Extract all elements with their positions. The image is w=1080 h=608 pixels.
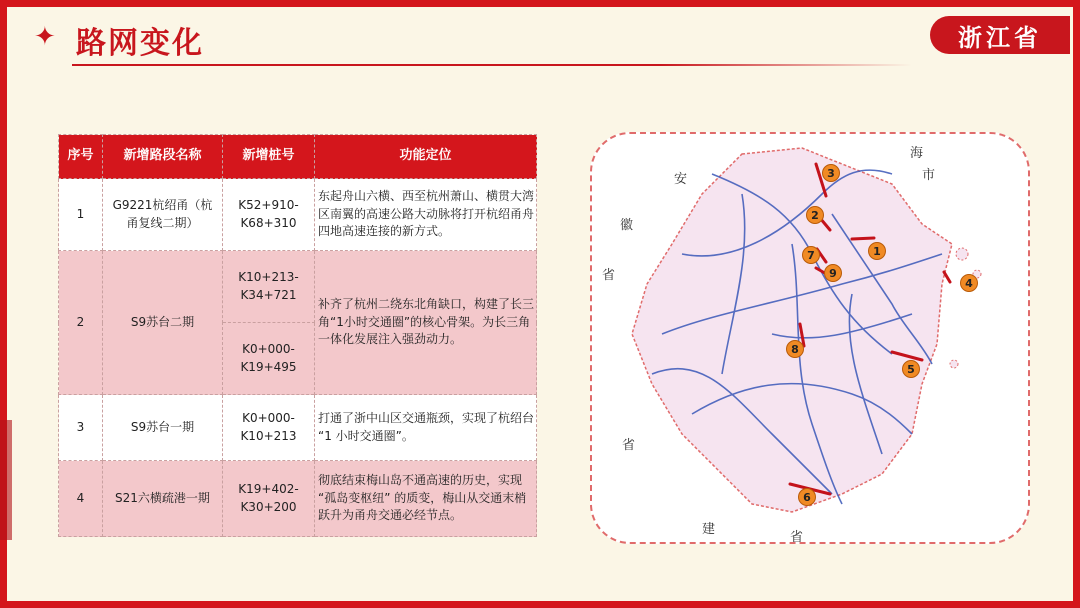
neighbor-label: 省: [622, 438, 636, 453]
cell-pile: K19+402-K30+200: [223, 461, 315, 537]
column-header-no: 序号: [59, 135, 103, 179]
cell-no: 2: [59, 251, 103, 395]
map-marker: 2: [806, 206, 824, 224]
map-marker: 3: [822, 164, 840, 182]
cell-no: 3: [59, 395, 103, 461]
cell-function: 东起舟山六横、西至杭州萧山、横贯大湾区南翼的高速公路大动脉将打开杭绍甬舟四地高速连接的新方式。: [315, 179, 537, 251]
star-icon: ✦: [34, 22, 56, 52]
cell-pile: K52+910-K68+310: [223, 179, 315, 251]
map-marker: 8: [786, 340, 804, 358]
page-title: 路网变化: [76, 26, 204, 61]
map-marker: 7: [802, 246, 820, 264]
column-header-name: 新增路段名称: [103, 135, 223, 179]
table-row: [59, 395, 537, 461]
map-marker: 4: [960, 274, 978, 292]
map-marker: 6: [798, 488, 816, 506]
map-marker: 1: [868, 242, 886, 260]
neighbor-label: 建: [702, 522, 716, 537]
column-header-function: 功能定位: [315, 135, 537, 179]
zhejiang-road-map: [590, 132, 1030, 544]
cell-function: 补齐了杭州二绕东北角缺口，构建了长三角“1小时交通圈”的核心骨架。为长三角一体化发展注入强劲动力。: [315, 251, 537, 395]
table-row: [59, 179, 537, 251]
map-graphic: [592, 134, 1030, 544]
cell-no: 1: [59, 179, 103, 251]
cell-name: S9苏台一期: [103, 395, 223, 461]
cell-name: G9221杭绍甬（杭甬复线二期）: [103, 179, 223, 251]
table-row: [59, 461, 537, 537]
neighbor-label: 安: [674, 172, 688, 187]
road-change-table: [58, 134, 537, 537]
neighbor-label: 省: [602, 268, 616, 283]
decorative-edge: [0, 420, 12, 540]
neighbor-label: 海: [910, 146, 924, 161]
map-marker: 5: [902, 360, 920, 378]
province-badge: 浙江省: [930, 16, 1070, 54]
neighbor-label: 省: [790, 530, 804, 544]
map-marker: 9: [824, 264, 842, 282]
cell-no: 4: [59, 461, 103, 537]
cell-pile-2: K0+000-K19+495: [223, 323, 315, 395]
neighbor-label: 市: [922, 168, 936, 183]
cell-name: S21六横疏港一期: [103, 461, 223, 537]
cell-function: 打通了浙中山区交通瓶颈，实现了杭绍台 “1 小时交通圈”。: [315, 395, 537, 461]
cell-pile: K10+213-K34+721: [223, 251, 315, 323]
cell-name: S9苏台二期: [103, 251, 223, 395]
table-row: [59, 251, 537, 323]
title-divider: [72, 64, 912, 66]
cell-function: 彻底结束梅山岛不通高速的历史，实现 “孤岛变枢纽” 的质变，梅山从交通末梢跃升为甬舟交通必经节点。: [315, 461, 537, 537]
cell-pile: K0+000-K10+213: [223, 395, 315, 461]
neighbor-label: 徽: [620, 218, 634, 233]
column-header-pile: 新增桩号: [223, 135, 315, 179]
table-header-row: [59, 135, 537, 179]
